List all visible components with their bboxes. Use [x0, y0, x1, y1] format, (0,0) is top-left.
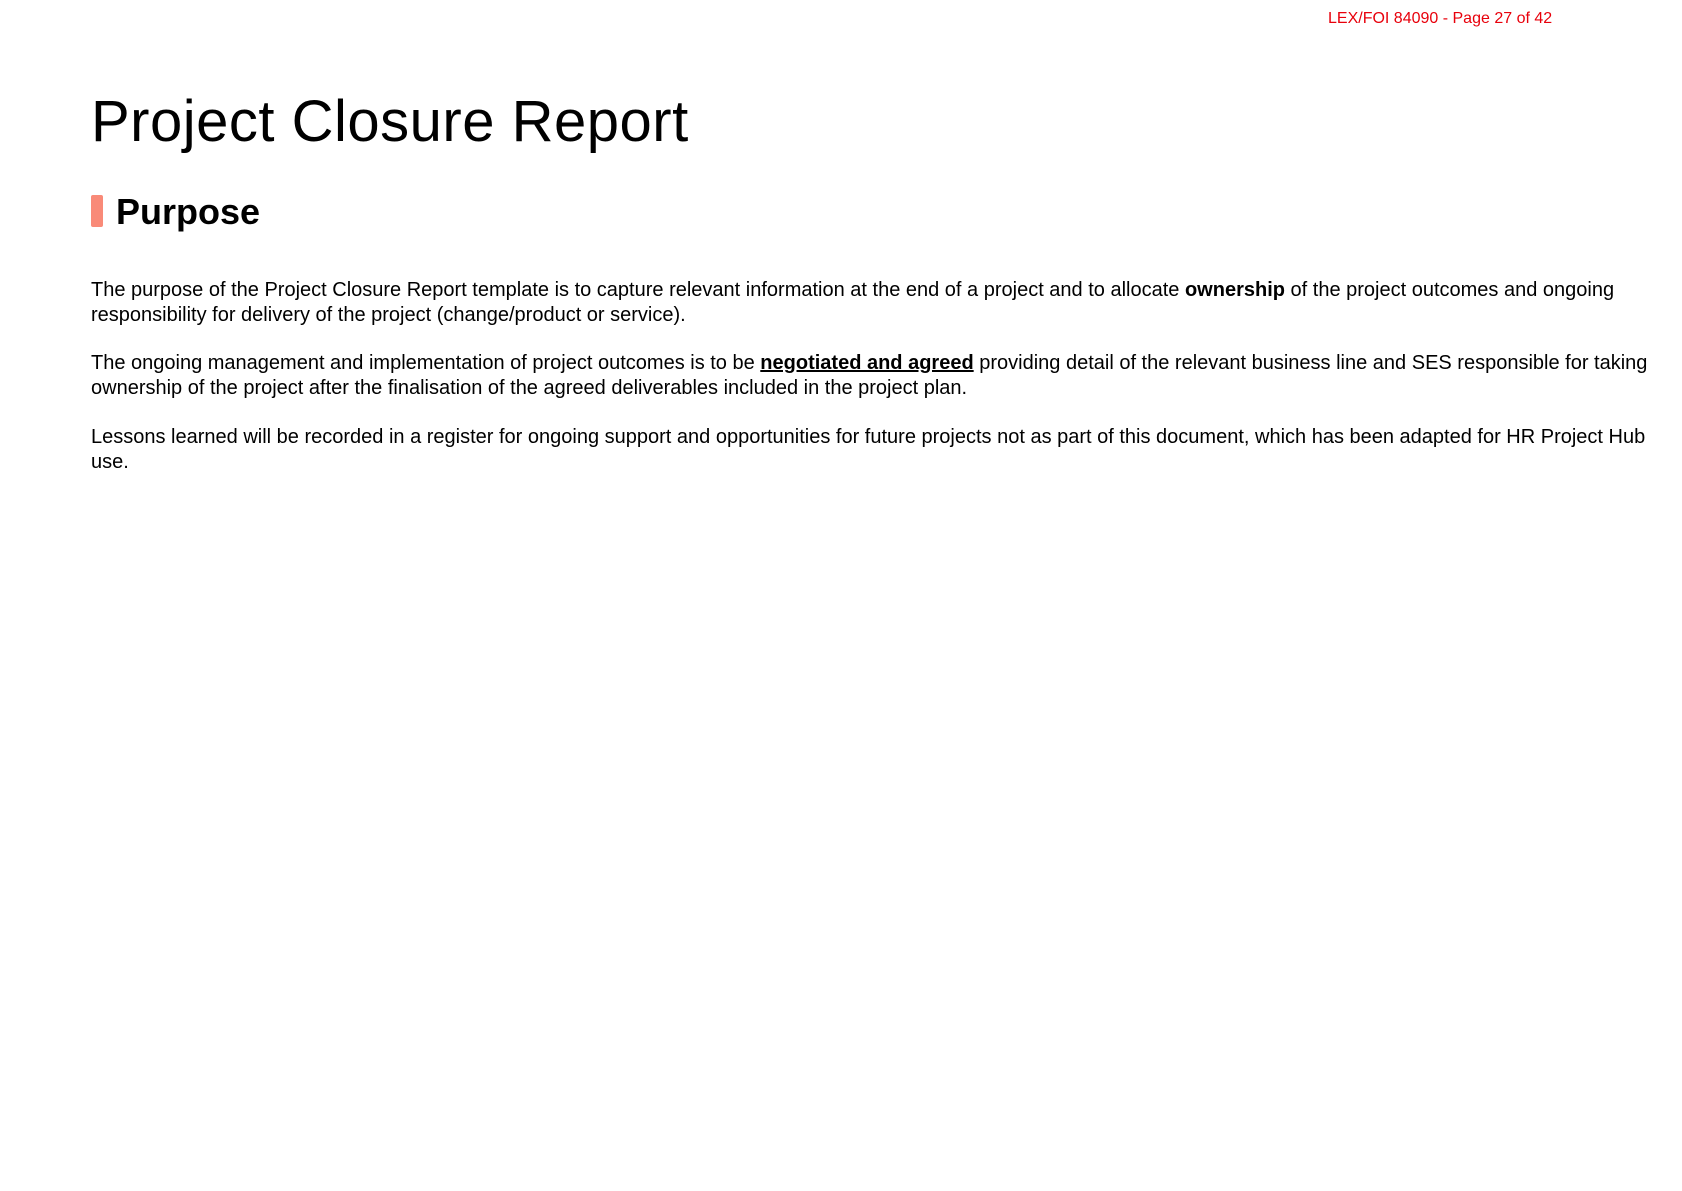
paragraph-1-text-start: The purpose of the Project Closure Report template is to capture relevant information at the end of a project and to allocate [91, 279, 1185, 301]
section-accent-bar [91, 195, 103, 227]
paragraph-2-text-end: providing detail of the relevant business line and SES responsible for taking ownership of the project after the finalisation of the agreed deliverables included in the project plan. [91, 352, 1648, 399]
purpose-paragraph-2 [91, 351, 1651, 401]
paragraph-1-text-end: of the project outcomes and ongoing responsibility for delivery of the project (change/product or service). [91, 279, 1615, 326]
section-title: Purpose [116, 191, 261, 232]
purpose-paragraph-1 [91, 278, 1651, 328]
paragraph-1-bold-term: ownership [1184, 279, 1285, 301]
document-title: Project Closure Report [91, 89, 689, 154]
page-reference: LEX/FOI 84090 - Page 27 of 42 [1328, 10, 1553, 27]
section-heading-purpose [91, 190, 260, 234]
purpose-paragraph-3: Lessons learned will be recorded in a register for ongoing support and opportunities for future projects not as part of this document, which has been adapted for HR Project Hub use. [91, 426, 1646, 473]
paragraph-2-text-start: The ongoing management and implementation of project outcomes is to be [91, 352, 761, 374]
paragraph-2-emphasis: negotiated and agreed [760, 352, 974, 374]
